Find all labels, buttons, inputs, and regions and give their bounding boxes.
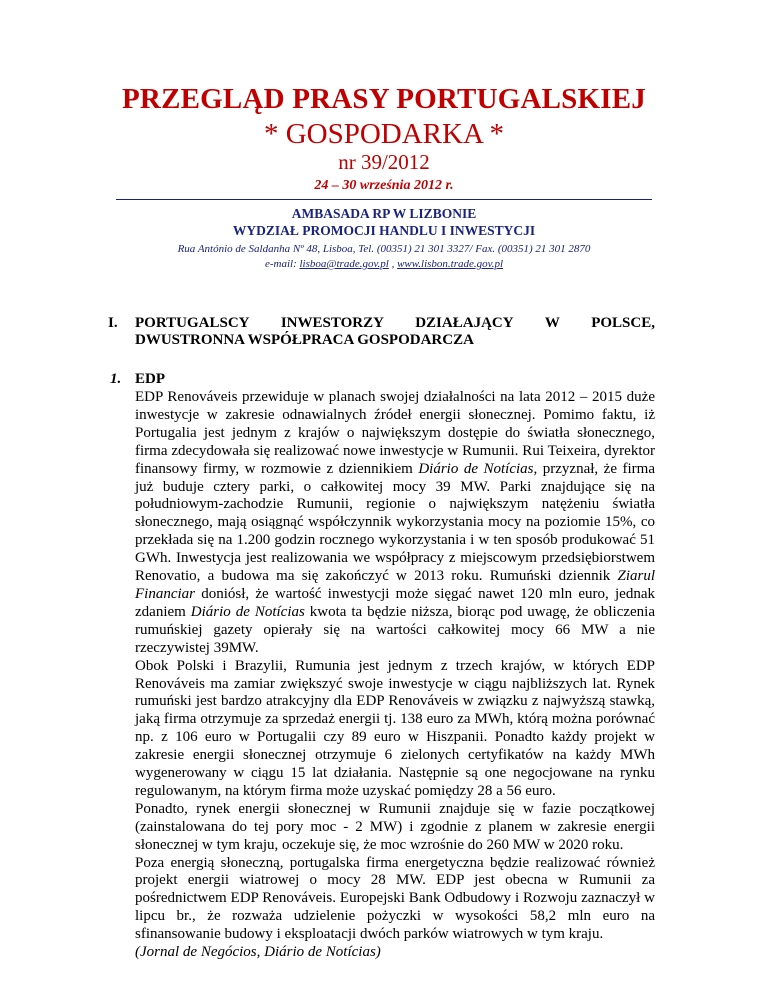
contact-separator: , [388, 258, 398, 270]
document-subtitle: * GOSPODARKA * [263, 118, 505, 150]
section-number: I. [108, 315, 118, 331]
section-title-word: DZIAŁAJĄCY [415, 315, 514, 331]
text-run: , przyznał, że firma już buduje cztery parki, o całkowitej mocy 39 MW. Parki znajdujące się na południowym-zachodzie Rumunii, regionie o największym natężeniu światła słonecznego, mają osiągnąć współczynnik wykorzystania mocy na poziomie 15%, co przekłada się na 1.200 godzin rocznego wykorzystania i w ten sposób produkować 51 GWh. Inwestycja jest realizowania we współpracy z miejscowym przedsiębiorstwem Renovatio, a budowa ma się zakończyć w 2013 roku. Rumuński dziennik [135, 460, 656, 585]
paragraph [135, 389, 655, 658]
paragraph: Ponadto, rynek energii słonecznej w Rumunii znajduje się w fazie początkowej (zainstalowana do tej pory moc - 2 MW) i zgodnie z planem w zakresie energii słonecznej w tym kraju, oczekuje się, że moc wzrośnie do 260 MW w 2020 roku. [135, 800, 655, 853]
header-divider [116, 199, 652, 200]
section-title-word: POLSCE, [591, 315, 655, 331]
section-title-word: INWESTORZY [280, 315, 384, 331]
newspaper-name: Diário de Notícias [190, 603, 305, 620]
email-link[interactable]: lisboa@trade.gov.pl [299, 258, 389, 270]
section-title-word: W [544, 315, 560, 331]
article-body [135, 389, 655, 962]
paragraph: Poza energią słoneczną, portugalska firma energetyczna będzie realizować również projekt energii wiatrowej o mocy 28 MW. EDP jest obecna w Rumunii za pośrednictwem EDP Renováveis. Europejski Bank Odbudowy i Rozwoju zaznaczył w lipcu br., że rozważa udzielenie pożyczki w wysokości 58,2 mln euro na sfinansowanie budowy i eksploatacji dwóch parków wiatrowych w tym kraju. [135, 854, 655, 943]
issue-number: nr 39/2012 [338, 150, 430, 174]
text-run: doniósł, że wartość inwestycji może sięgać nawet 120 mln euro, jednak zdaniem [135, 585, 655, 620]
section-title-line1 [135, 315, 655, 332]
website-link[interactable]: www.lisbon.trade.gov.pl [397, 258, 504, 270]
contact-line [0, 258, 768, 270]
newspaper-name: Diário de Notícias [418, 460, 534, 477]
organization-name: AMBASADA RP W LIZBONIE [291, 206, 477, 221]
item-title: EDP [135, 371, 165, 387]
article-source: (Jornal de Negócios, Diário de Notícias) [135, 944, 381, 961]
date-range: 24 – 30 września 2012 r. [314, 178, 454, 193]
department-name: WYDZIAŁ PROMOCJI HANDLU I INWESTYCJI [232, 223, 536, 238]
item-number: 1. [110, 371, 122, 387]
email-label: e-mail: [264, 258, 300, 270]
text-run: EDP Renováveis przewiduje w planach swojej działalności na lata 2012 – 2015 duże inwestycje w zakresie odnawialnych źródeł energii słonecznej. Pomimo faktu, iż Portugalia jest jednym z krajów o największym dostępie do światła słonecznego, firma zdecydowała się realizować nowe inwestycje w Rumunii. Rui Teixeira, dyrektor finansowy firmy, w rozmowie z dziennikiem [135, 389, 655, 477]
document-title: PRZEGLĄD PRASY PORTUGALSKIEJ [122, 83, 646, 115]
section-title-word: PORTUGALSCY [135, 315, 250, 331]
text-run: kwota ta będzie niższa, biorąc pod uwagę, że obliczenia rumuńskiej gazety opierały się na wartości całkowitej mocy 66 MW a nie rzeczywistej 39MW. [135, 603, 656, 656]
newspaper-name: Ziarul Financiar [135, 568, 655, 602]
address-line: Rua António de Saldanha Nº 48, Lisboa, Tel. (00351) 21 301 3327/ Fax. (00351) 21 301 2870 [177, 243, 591, 255]
section-title-line2: DWUSTRONNA WSPÓŁPRACA GOSPODARCZA [135, 332, 474, 348]
paragraph: Obok Polski i Brazylii, Rumunia jest jednym z trzech krajów, w których EDP Renováveis ma zamiar zwiększyć swoje inwestycje w ciągu najbliższych lat. Rynek rumuński jest bardzo atrakcyjny dla EDP Renováveis w związku z najwyższą stawką, jaką firma otrzymuje za sprzedaż energii tj. 138 euro za MWh, którą można porównać np. z 106 euro w Portugalii czy 89 euro w Hiszpanii. Ponadto każdy projekt w zakresie energii słonecznej otrzymuje 6 zielonych certyfikatów na każdy MWh wygenerowany w ciągu 15 lat działania. Następnie są one negocjowane na rynku regulowanym, na którym firma może uzyskać pomiędzy 28 a 56 euro. [135, 657, 655, 799]
